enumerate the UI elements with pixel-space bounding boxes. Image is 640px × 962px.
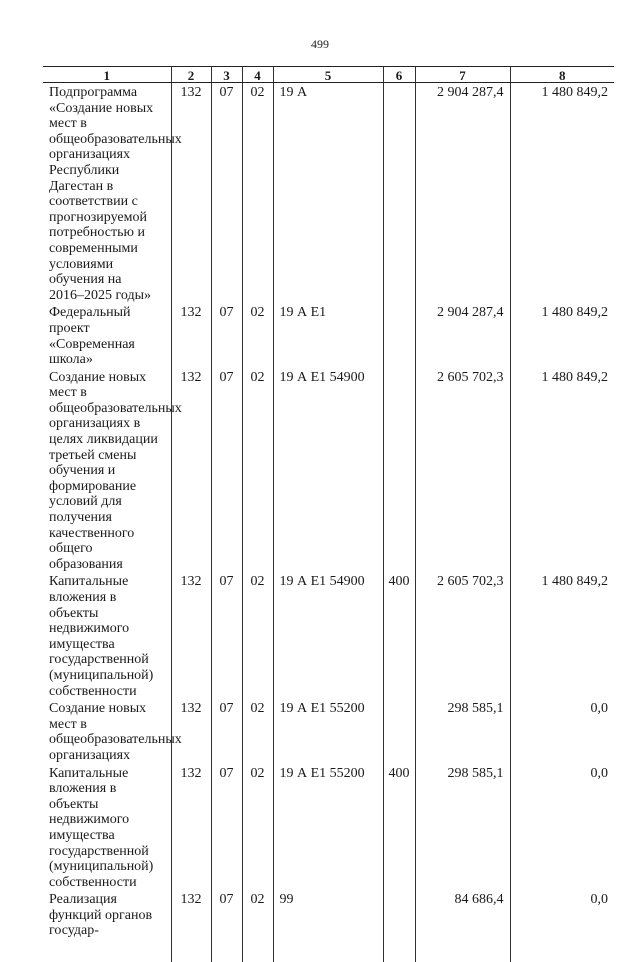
ved-cell: 132 bbox=[171, 83, 211, 304]
amount-cell-2: 1 480 849,2 bbox=[510, 368, 614, 573]
table-row bbox=[43, 368, 614, 573]
csr-cell: 19 А Е1 54900 bbox=[273, 572, 383, 699]
col-header-5: 5 bbox=[273, 67, 383, 83]
pr-cell: 02 bbox=[242, 303, 273, 367]
rz-cell: 07 bbox=[211, 764, 242, 891]
ved-cell: 132 bbox=[171, 572, 211, 699]
amount-cell-2: 0,0 bbox=[510, 764, 614, 891]
row-name: Реализация функций органов государ- bbox=[49, 892, 153, 939]
row-name-cell bbox=[43, 699, 182, 763]
rz-cell: 07 bbox=[211, 890, 242, 962]
table-header-row bbox=[43, 67, 614, 83]
rz-cell: 07 bbox=[211, 303, 242, 367]
vr-cell bbox=[383, 368, 415, 573]
row-name: Создание новых мест в общеобразовательных организациях в целях ликвидации третьей смены обучения и формирование условий для получения качественного общего образования bbox=[49, 369, 182, 572]
table-row bbox=[43, 764, 614, 891]
pr-cell: 02 bbox=[242, 572, 273, 699]
page-number: 499 bbox=[311, 37, 329, 51]
rz-cell: 07 bbox=[211, 572, 242, 699]
table-row bbox=[43, 303, 614, 367]
row-name-cell bbox=[43, 572, 171, 699]
col-header-8: 8 bbox=[510, 67, 614, 83]
row-name: Подпрограмма «Создание новых мест в общеобразовательных организациях Республики Дагестан в соответствии с прогнозируемой потребностью и современными условиями обучения на 2016–2025 годы» bbox=[49, 85, 182, 303]
vr-cell: 400 bbox=[383, 572, 415, 699]
ved-cell: 132 bbox=[171, 699, 211, 763]
table-row bbox=[43, 699, 614, 763]
amount-cell-1: 298 585,1 bbox=[415, 699, 510, 763]
table-row bbox=[43, 890, 614, 962]
csr-cell: 99 bbox=[273, 890, 383, 962]
rz-cell: 07 bbox=[211, 699, 242, 763]
row-name: Федеральный проект «Современная школа» bbox=[49, 305, 135, 368]
col-header-4: 4 bbox=[242, 67, 273, 83]
row-name: Создание новых мест в общеобразовательных организациях bbox=[49, 701, 182, 763]
budget-table bbox=[43, 66, 614, 962]
col-header-3: 3 bbox=[211, 67, 242, 83]
vr-cell: 400 bbox=[383, 764, 415, 891]
amount-cell-1: 2 605 702,3 bbox=[415, 368, 510, 573]
amount-cell-1: 298 585,1 bbox=[415, 764, 510, 891]
col-header-2: 2 bbox=[171, 67, 211, 83]
csr-cell: 19 А Е1 55200 bbox=[273, 699, 383, 763]
ved-cell: 132 bbox=[171, 303, 211, 367]
table-row bbox=[43, 83, 614, 304]
ved-cell: 132 bbox=[171, 890, 211, 962]
amount-cell-2: 0,0 bbox=[510, 890, 614, 962]
pr-cell: 02 bbox=[242, 83, 273, 304]
pr-cell: 02 bbox=[242, 699, 273, 763]
col-header-6: 6 bbox=[383, 67, 415, 83]
table-row bbox=[43, 572, 614, 699]
amount-cell-1: 84 686,4 bbox=[415, 890, 510, 962]
pr-cell: 02 bbox=[242, 764, 273, 891]
amount-cell-1: 2 904 287,4 bbox=[415, 303, 510, 367]
row-name-cell bbox=[43, 303, 171, 367]
pr-cell: 02 bbox=[242, 368, 273, 573]
csr-cell: 19 А Е1 55200 bbox=[273, 764, 383, 891]
rz-cell: 07 bbox=[211, 83, 242, 304]
amount-cell-2: 1 480 849,2 bbox=[510, 303, 614, 367]
ved-cell: 132 bbox=[171, 368, 211, 573]
row-name-cell bbox=[43, 368, 182, 573]
amount-cell-2: 0,0 bbox=[510, 699, 614, 763]
csr-cell: 19 А Е1 54900 bbox=[273, 368, 383, 573]
csr-cell: 19 А bbox=[273, 83, 383, 304]
row-name-cell bbox=[43, 764, 171, 891]
row-name: Капитальные вложения в объекты недвижимого имущества государственной (муниципальной) собственности bbox=[49, 574, 154, 699]
col-header-1: 1 bbox=[43, 67, 171, 83]
vr-cell bbox=[383, 83, 415, 304]
vr-cell bbox=[383, 699, 415, 763]
vr-cell bbox=[383, 303, 415, 367]
amount-cell-1: 2 605 702,3 bbox=[415, 572, 510, 699]
rz-cell: 07 bbox=[211, 368, 242, 573]
col-header-7: 7 bbox=[415, 67, 510, 83]
vr-cell bbox=[383, 890, 415, 962]
row-name-cell bbox=[43, 890, 171, 962]
pr-cell: 02 bbox=[242, 890, 273, 962]
row-name: Капитальные вложения в объекты недвижимого имущества государственной (муниципальной) собственности bbox=[49, 765, 154, 890]
csr-cell: 19 А Е1 bbox=[273, 303, 383, 367]
row-name-cell bbox=[43, 83, 182, 304]
amount-cell-2: 1 480 849,2 bbox=[510, 572, 614, 699]
amount-cell-1: 2 904 287,4 bbox=[415, 83, 510, 304]
ved-cell: 132 bbox=[171, 764, 211, 891]
amount-cell-2: 1 480 849,2 bbox=[510, 83, 614, 304]
